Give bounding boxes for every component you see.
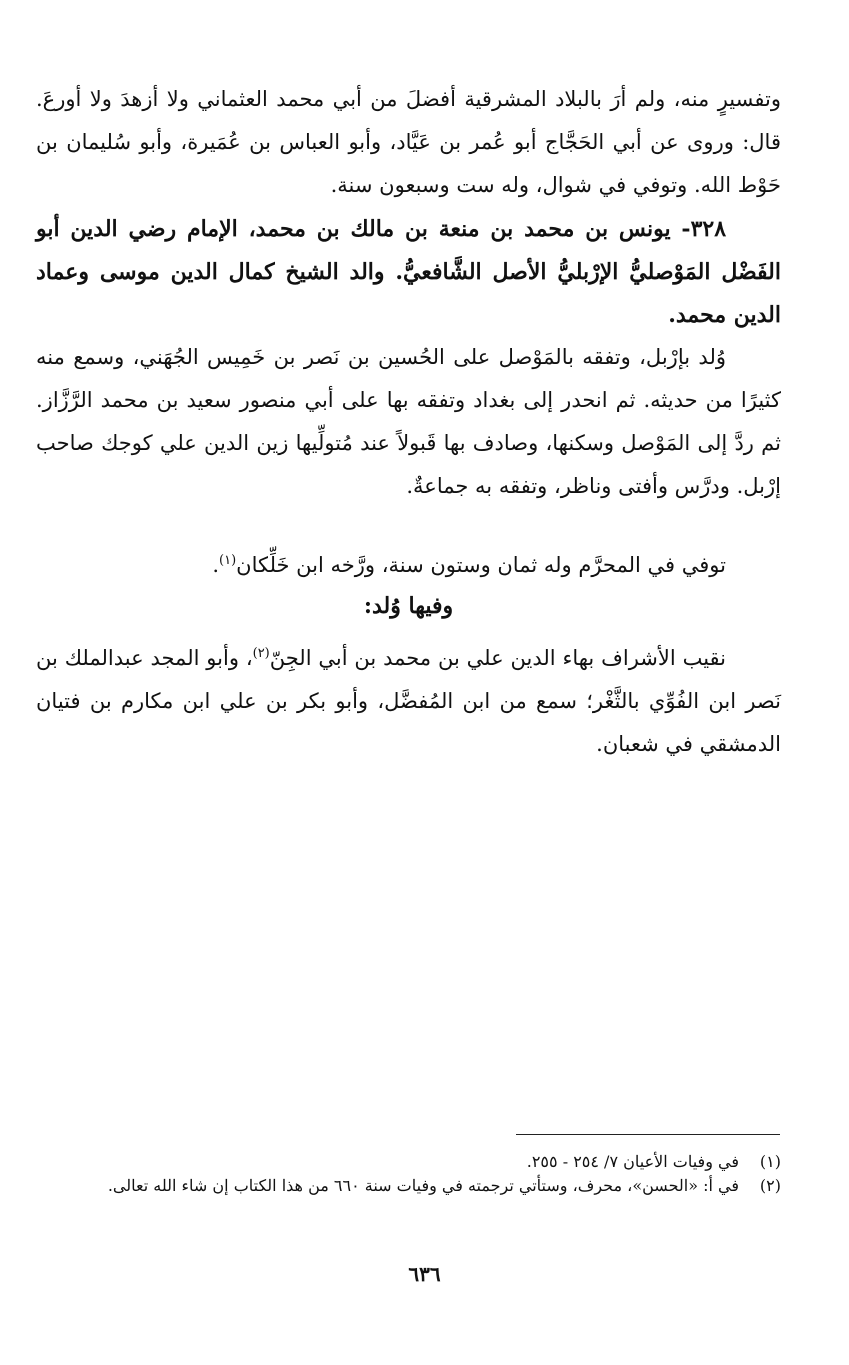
page-number: ٦٣٦ — [408, 1262, 441, 1286]
footnote-ref-2[interactable]: (٢) — [252, 646, 270, 661]
footnote-ref-1[interactable]: (١) — [219, 553, 237, 568]
footnote-text: في أ: «الحسن»، محرف، وستأتي ترجمته في وفيات سنة ٦٦٠ من هذا الكتاب إن شاء الله تعالى. — [107, 1176, 739, 1195]
biography-block — [36, 336, 781, 508]
births-text-rest: ، وأبو المجد عبدالملك بن نَصر ابن الفُوِّي بالثَّغْر؛ سمع من ابن المُفضَّل، وأبو بكر بن علي ابن مكارم بن فتيان الدمشقي في شعبان. — [36, 646, 781, 756]
footnote-number: (١) — [759, 1152, 781, 1171]
death-text-end: . — [212, 553, 220, 577]
footnote-1 — [36, 1150, 781, 1174]
death-block — [36, 539, 781, 587]
footnote-2 — [36, 1174, 781, 1198]
births-block — [36, 632, 781, 766]
subheading-block — [36, 585, 781, 628]
paragraph-continuation: وتفسيرٍ منه، ولم أرَ بالبلاد المشرقية أفضلَ من أبي محمد العثماني ولا أزهدَ ولا أورعَ. قال: وروى عن أبي الحَجَّاج أبو عُمر بن عَيَّاد، وأبو العباس بن عُمَيرة، وأبو سُليمان بن حَوْط الله. وتوفي في شوال، وله ست وسبعون سنة. — [36, 87, 781, 197]
entry-heading-block — [36, 208, 781, 337]
paragraph-biography: وُلد بإرْبل، وتفقه بالمَوْصل على الحُسين بن نَصر بن خَمِيس الجُهَني، وسمع منه كثيرًا من حديثه. ثم انحدر إلى بغداد وتفقه بها على أبي منصور سعيد بن محمد الرَّزَّاز. ثم ردَّ إلى المَوْصل وسكنها، وصادف بها قَبولاً عند مُتولِّيها زين الدين علي كوجك صاحب إرْبل. ودرَّس وأفتى وناظر، وتفقه به جماعةٌ. — [36, 345, 781, 498]
paragraph-death — [36, 539, 781, 587]
footnotes — [36, 1150, 781, 1198]
footnote-number: (٢) — [759, 1176, 781, 1195]
births-text-start: نقيب الأشراف بهاء الدين علي بن محمد بن أبي الجِنّ — [269, 646, 726, 670]
paragraph-births — [36, 632, 781, 766]
main-text — [36, 78, 781, 207]
footnote-text: في وفيات الأعيان ٧/ ٢٥٤ - ٢٥٥. — [526, 1152, 739, 1171]
entry-heading: ٣٢٨- يونس بن محمد بن منعة بن مالك بن محمد، الإمام رضي الدين أبو الفَضْل المَوْصليُّ الإرْبليُّ الأصل الشَّافعيُّ. والد الشيخ كمال الدين موسى وعماد الدين محمد. — [36, 216, 781, 328]
subheading-births: وفيها وُلد: — [363, 593, 454, 619]
death-text: توفي في المحرَّم وله ثمان وستون سنة، ورَّخه ابن خَلِّكان — [236, 553, 726, 577]
footnote-divider — [516, 1134, 780, 1135]
